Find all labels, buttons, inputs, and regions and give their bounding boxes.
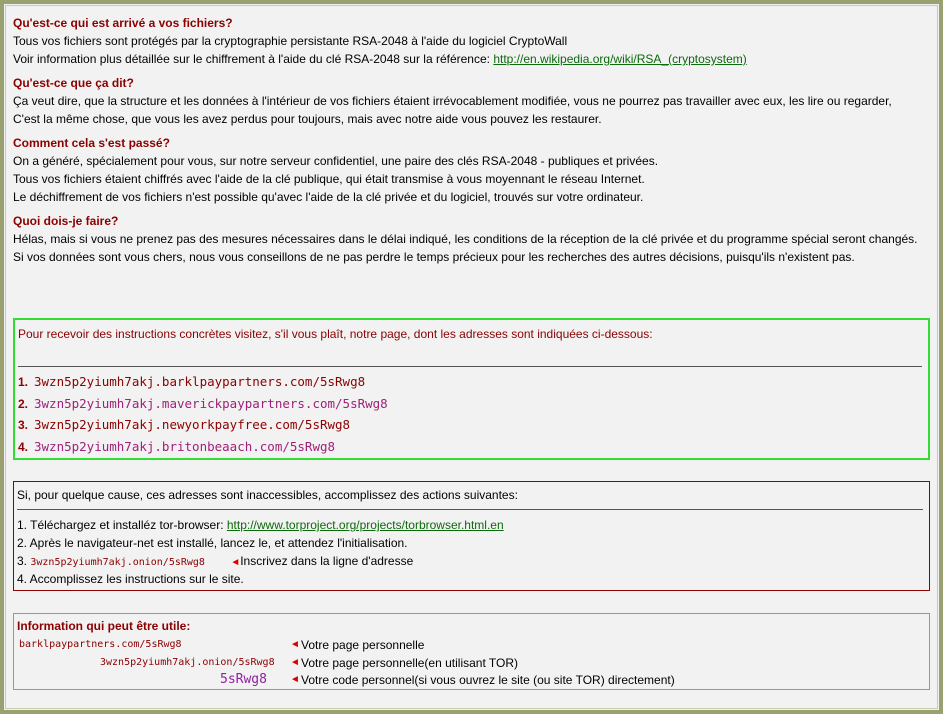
- link-prefix: Voir information plus détaillée sur le chiffrement à l'aide du clé RSA-2048 sur la référence:: [13, 52, 494, 66]
- tor-intro: Si, pour quelque cause, ces adresses sont inaccessibles, accomplissez des actions suivantes:: [17, 488, 518, 502]
- step-number: 3.: [17, 554, 28, 568]
- section-line: Le déchiffrement de vos fichiers n'est possible qu'avec l'aide de la clé privée et du logiciel, trouvés sur votre ordinateur.: [13, 190, 644, 204]
- address-number: 4.: [18, 439, 29, 454]
- info-label: Votre page personnelle(en utilisant TOR): [301, 656, 519, 670]
- address-number: 2.: [18, 396, 29, 411]
- instructions-intro: Pour recevoir des instructions concrètes visitez, s'il vous plaît, notre page, dont les adresses sont indiquées ci-dessous:: [18, 327, 653, 341]
- address-number: 3.: [18, 418, 29, 432]
- section-heading: Qu'est-ce qui est arrivé a vos fichiers?: [13, 16, 233, 30]
- section-what-to-do: [13, 212, 931, 266]
- torproject-link[interactable]: http://www.torproject.org/projects/torbrowser.html.en: [226, 518, 504, 532]
- arrow-left-icon: ◄: [290, 674, 300, 685]
- personal-page-address[interactable]: barklpaypartners.com/5sRwg8: [19, 639, 182, 650]
- section-what-happened: [13, 14, 931, 68]
- tor-step-3: [17, 552, 504, 570]
- section-heading: Qu'est-ce que ça dit?: [13, 76, 134, 90]
- section-line: Tous vos fichiers sont protégés par la cryptographie persistante RSA-2048 à l'aide du logiciel CryptoWall: [13, 34, 568, 48]
- payment-address-link[interactable]: 3wzn5p2yiumh7akj.britonbeaach.com/5sRwg8: [34, 438, 336, 454]
- payment-address-link[interactable]: 3wzn5p2yiumh7akj.maverickpaypartners.com/5sRwg8: [34, 395, 388, 411]
- info-row: [14, 654, 914, 672]
- info-row: [14, 671, 914, 689]
- step-text: 1. Téléchargez et installéz tor-browser:: [17, 518, 227, 532]
- useful-info-box: [13, 613, 930, 690]
- tor-instructions-box: [13, 481, 930, 591]
- payment-address-link[interactable]: 3wzn5p2yiumh7akj.barklpaypartners.com/5sRwg8: [34, 374, 366, 389]
- section-line: Hélas, mais si vous ne prenez pas des mesures nécessaires dans le délai indiqué, les conditions de la réception de la clé privée et du programme spécial seront changés.: [13, 232, 918, 246]
- info-label: Votre page personnelle: [301, 638, 425, 652]
- section-line: Si vos données sont vous chers, nous vous conseillons de ne pas perdre le temps précieux pour les recherches des autres décisions, puisqu'ils n'existent pas.: [13, 250, 855, 264]
- address-list: [18, 371, 388, 457]
- divider: [18, 366, 922, 367]
- section-line: On a généré, spécialement pour vous, sur notre serveur confidentiel, une paire des clés RSA-2048 - publiques et privées.: [13, 154, 659, 168]
- personal-code[interactable]: 5sRwg8: [220, 672, 267, 687]
- divider: [17, 509, 923, 510]
- tor-step-1: [17, 516, 504, 534]
- info-row: [14, 636, 914, 654]
- tor-step-4: 4. Accomplissez les instructions sur le site.: [17, 572, 244, 586]
- section-line: C'est la même chose, que vous les avez perdus pour toujours, mais avec notre aide vous pouvez les restaurer.: [13, 112, 602, 126]
- section-heading: Comment cela s'est passé?: [13, 136, 170, 150]
- info-title: Information qui peut être utile:: [17, 619, 191, 633]
- step-text: Inscrivez dans la ligne d'adresse: [240, 554, 414, 568]
- section-line: [13, 50, 931, 68]
- arrow-left-icon: ◄: [230, 557, 241, 568]
- wikipedia-rsa-link[interactable]: http://en.wikipedia.org/wiki/RSA_(cryptosystem): [493, 52, 747, 66]
- list-item: [18, 436, 388, 458]
- onion-address[interactable]: 3wzn5p2yiumh7akj.onion/5sRwg8: [30, 557, 205, 568]
- arrow-left-icon: ◄: [290, 639, 300, 650]
- address-number: 1.: [18, 375, 29, 389]
- ransom-note-text: [13, 14, 931, 272]
- section-line: Ça veut dire, que la structure et les données à l'intérieur de vos fichiers étaient irrévocablement modifiée, vous ne pourrez pas travailler avec eux, les lire ou regarder,: [13, 94, 892, 108]
- section-how-happened: [13, 134, 931, 206]
- section-what-means: [13, 74, 931, 128]
- list-item: [18, 393, 388, 415]
- instructions-box: [13, 318, 930, 460]
- payment-address-link[interactable]: 3wzn5p2yiumh7akj.newyorkpayfree.com/5sRwg8: [34, 417, 351, 432]
- arrow-left-icon: ◄: [290, 657, 300, 668]
- list-item: [18, 414, 388, 436]
- tor-steps: [17, 516, 504, 588]
- section-line: Tous vos fichiers étaient chiffrés avec l'aide de la clé publique, qui était transmise à vous moyennant le réseau Internet.: [13, 172, 645, 186]
- info-label: Votre code personnel(si vous ouvrez le site (ou site TOR) directement): [301, 673, 675, 687]
- personal-tor-address[interactable]: 3wzn5p2yiumh7akj.onion/5sRwg8: [100, 657, 275, 668]
- tor-step-2: 2. Après le navigateur-net est installé, lancez le, et attendez l'initialisation.: [17, 536, 408, 550]
- section-heading: Quoi dois-je faire?: [13, 214, 119, 228]
- list-item: [18, 371, 388, 393]
